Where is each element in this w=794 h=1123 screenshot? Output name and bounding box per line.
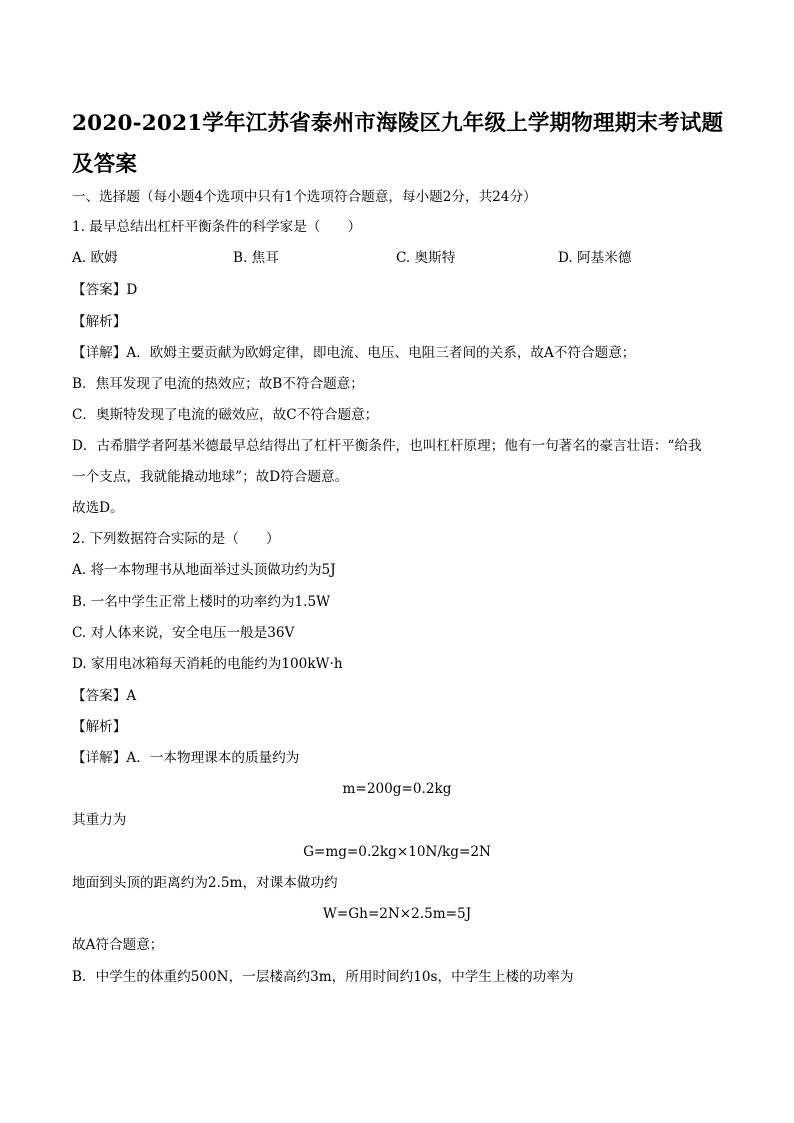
equation-gravity: G=mg=0.2kg×10N/kg=2N [303, 844, 491, 860]
question-1-detail-line: D．古希腊学者阿基米德最早总结得出了杠杆平衡条件，也叫杠杆原理；他有一句著名的豪言壮语：“给我 [72, 438, 702, 454]
document-title: 2020-2021学年江苏省泰州市海陵区九年级上学期物理期末考试题及答案 [72, 111, 724, 177]
equation-work: W=Gh=2N×2.5m=5J [322, 906, 472, 922]
question-1-detail-line: C．奥斯特发现了电流的磁效应，故C不符合题意； [72, 407, 379, 423]
question-2-option-b: B. 一名中学生正常上楼时的功率约为1.5W [72, 594, 331, 610]
question-2-answer: 【答案】A [72, 688, 137, 704]
question-1-option-b: B. 焦耳 [233, 250, 279, 266]
question-2-text-line: 地面到头顶的距离约为2.5m，对课本做功约 [72, 875, 338, 891]
question-2-option-a: A. 将一本物理书从地面举过头顶做功约为5J [72, 562, 336, 578]
question-1-stem: 1. 最早总结出杠杆平衡条件的科学家是（ ） [72, 219, 362, 235]
equation-mass: m=200g=0.2kg [342, 781, 452, 797]
question-2-detail-line: 【详解】A．一本物理课本的质量约为 [72, 750, 300, 766]
question-1-conclusion: 故选D。 [72, 500, 124, 516]
question-1-detail-line: B．焦耳发现了电流的热效应；故B不符合题意； [72, 376, 364, 392]
section-heading: 一、选择题（每小题4个选项中只有1个选项符合题意，每小题2分，共24分） [72, 189, 537, 205]
question-2-analysis-label: 【解析】 [72, 719, 127, 735]
question-2-text-line: 故A符合题意； [72, 937, 164, 953]
question-1-detail-line: 【详解】A．欧姆主要贡献为欧姆定律，即电流、电压、电阻三者间的关系，故A不符合题意； [72, 345, 636, 361]
question-1-detail-line: 一个支点，我就能撬动地球”；故D符合题意。 [72, 469, 349, 485]
question-1-option-a: A. 欧姆 [72, 250, 118, 266]
question-1-option-d: D. 阿基米德 [558, 250, 632, 266]
question-1-option-c: C. 奥斯特 [396, 250, 456, 266]
question-2-stem: 2. 下列数据符合实际的是（ ） [72, 531, 280, 547]
question-1-answer: 【答案】D [72, 282, 138, 298]
question-2-text-line: 其重力为 [72, 812, 127, 828]
question-2-option-d: D. 家用电冰箱每天消耗的电能约为100kW·h [72, 656, 343, 672]
question-2-option-c: C. 对人体来说，安全电压一般是36V [72, 625, 295, 641]
question-1-analysis-label: 【解析】 [72, 314, 127, 330]
question-2-text-line: B．中学生的体重约500N，一层楼高约3m，所用时间约10s，中学生上楼的功率为 [72, 969, 574, 985]
